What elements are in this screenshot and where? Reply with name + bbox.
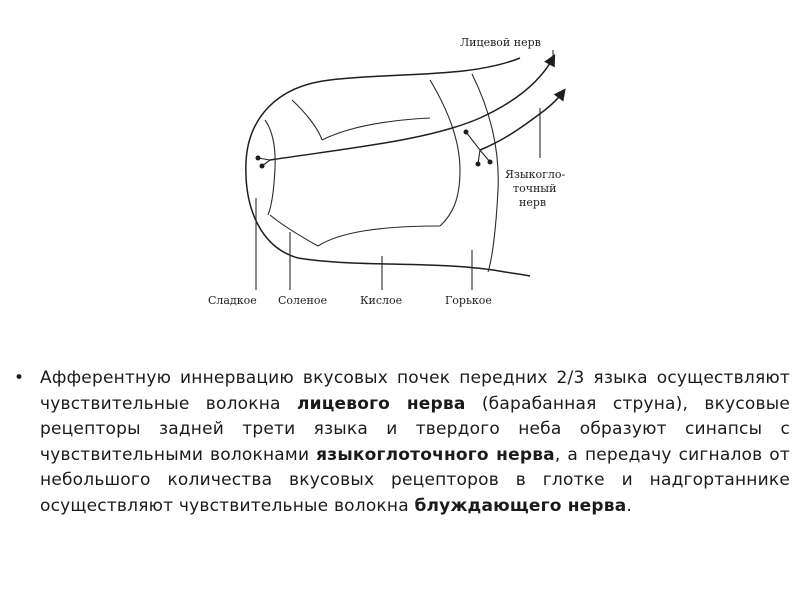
zone-boundary-mid-top: [322, 118, 430, 140]
text-segment: Афферентную иннервацию вкусовых почек передних 2/3 языка осуществляют чувствительные волокна: [40, 368, 790, 414]
text-segment: , а передачу сигналов от небольшого количества вкусовых рецепторов в глотке и надгортаннике осуществляют чувствительные волокна: [40, 444, 790, 516]
zone-boundary-mid-bottom: [318, 226, 440, 246]
zone-boundary-front-top: [292, 100, 322, 140]
bold-vagus-nerve: блуждающего нерва: [414, 495, 627, 516]
bold-glossopharyngeal-nerve: языкоглоточного нерва: [316, 444, 555, 465]
label-salty: Соленое: [278, 294, 328, 307]
label-glossopharyngeal-line1: Языкогло-: [505, 168, 566, 181]
zone-boundary-back-2: [472, 74, 498, 272]
tongue-outline: [246, 58, 530, 276]
zone-boundary-back-1: [430, 80, 460, 226]
label-sweet: Сладкое: [208, 294, 257, 307]
zone-sweet-boundary: [265, 120, 275, 215]
bold-facial-nerve: лицевого нерва: [296, 393, 466, 414]
glosso-ending-3: [488, 160, 493, 165]
label-sour: Кислое: [360, 294, 403, 307]
text-segment: .: [626, 495, 632, 516]
label-bitter: Горькое: [445, 294, 492, 307]
facial-nerve-line: [270, 58, 553, 160]
bullet-item: [14, 366, 790, 519]
glossopharyngeal-nerve-line: [480, 92, 563, 150]
description-paragraph: [40, 366, 790, 519]
bullet-marker: •: [14, 368, 25, 388]
label-facial-nerve: Лицевой нерв: [460, 36, 541, 49]
label-glossopharyngeal-line3: нерв: [519, 196, 547, 209]
label-glossopharyngeal-line2: точный: [513, 182, 557, 195]
glosso-branch-1: [466, 132, 480, 150]
zone-boundary-front-bottom: [270, 215, 318, 246]
facial-nerve-ending-1: [256, 156, 261, 161]
description-block: [14, 366, 790, 519]
glosso-ending-1: [464, 130, 469, 135]
facial-nerve-ending-2: [260, 164, 265, 169]
text-segment: (барабанная струна), вкусовые рецепторы задней трети языка и твердого неба образуют синапсы с чувствительными волокнами: [40, 393, 790, 465]
glosso-ending-2: [476, 162, 481, 167]
